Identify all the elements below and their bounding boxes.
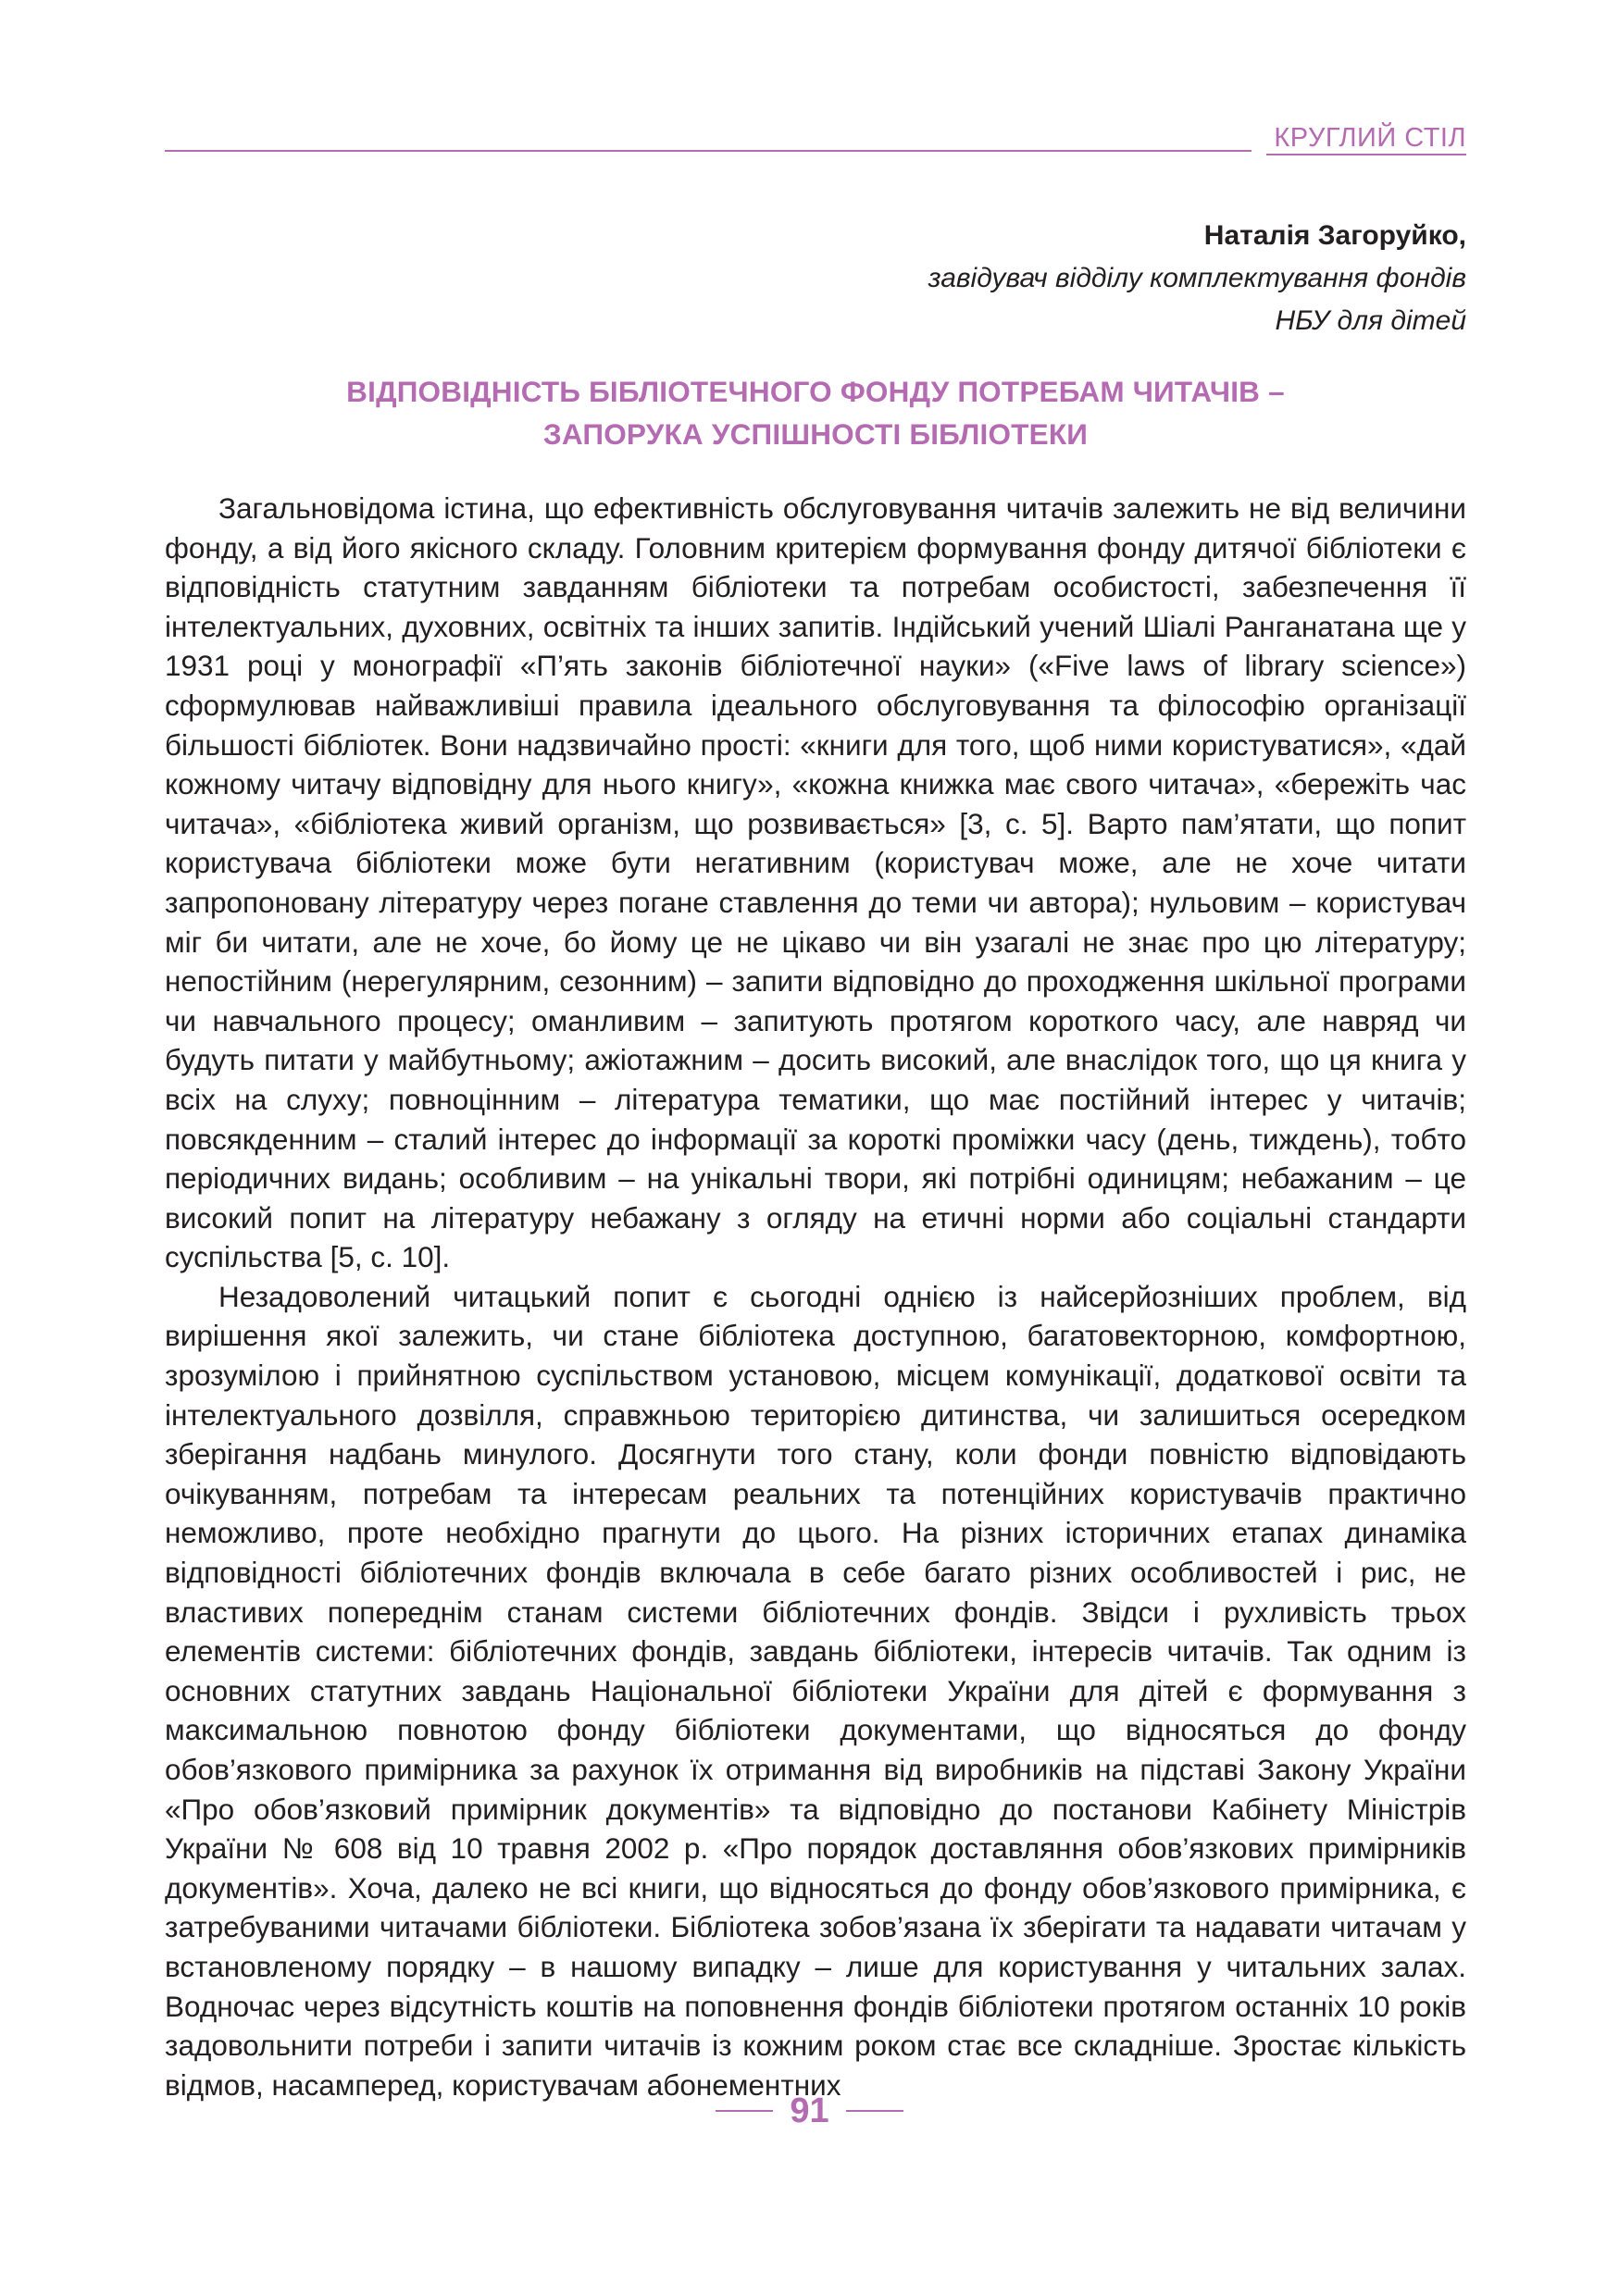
article-title xyxy=(165,370,1466,455)
header-rule xyxy=(165,150,1252,152)
author-role-line-1: завідувач відділу комплектування фондів xyxy=(928,263,1466,293)
article-body xyxy=(165,489,1466,2104)
running-head xyxy=(165,118,1466,155)
section-label: КРУГЛИЙ СТІЛ xyxy=(1266,122,1466,155)
body-paragraph: Загальновідома істина, що ефективність обслуговування читачів залежить не від величини фонду, а від його якісного складу. Головним критерієм формування фонду дитячої бібліотеки є відповідність статутним завданням бібліотеки та потребам особистості, забезпечення її інтелектуальних, духовних, освітніх та інших запитів. Індійський учений Шіалі Ранганатана ще у 1931 році у монографії «П’ять законів бібліотечної науки» («Five laws of library science») сформулював найважливіші правила ідеального обслуговування та філософію організації більшості бібліотек. Вони надзвичайно прості: «книги для того, щоб ними користуватися», «дай кожному читачу відповідну для нього книгу», «кожна книжка має свого читача», «бережіть час читача», «бібліотека живий організм, що розвивається» [3, с. 5]. Варто пам’ятати, що попит користувача бібліотеки може бути негативним (користувач може, але не хоче читати запропоновану літературу через погане ставлення до теми чи автора); нульовим – користувач міг би читати, але не хоче, бо йому це не цікаво чи він узагалі не знає про цю літературу; непостійним (нерегулярним, сезонним) – запити відповідно до проходження шкільної програми чи навчального процесу; оманливим – запитують протягом короткого часу, але навряд чи будуть питати у майбутньому; ажіотажним – досить високий, але внаслідок того, що ця книга у всіх на слуху; повноцінним – література тематики, що має постійний інтерес у читачів; повсякденним – сталий інтерес до інформації за короткі проміжки часу (день, тиждень), тобто періодичних видань; особливим – на унікальні твори, які потрібні одиницям; небажаним – це високий попит на літературу небажану з огляду на етичні норми або соціальні стандарти суспільства [5, с. 10]. xyxy=(165,491,1466,1274)
body-paragraph: Незадоволений читацький попит є сьогодні однією із найсерйозніших проблем, від вирішення якої залежить, чи стане бібліотека доступною, багатовекторною, комфортною, зрозумілою і прийнятною суспільством установою, місцем комунікації, додаткової освіти та інтелектуального дозвілля, справжньою територією дитинства, чи залишиться осередком зберігання надбань минулого. Досягнути того стану, коли фонди повністю відповідають очікуванням, потребам та інтересам реальних та потенційних користувачів практично неможливо, проте необхідно прагнути до цього. На різних історичних етапах динаміка відповідності бібліотечних фондів включала в себе багато різних особливостей і рис, не властивих попереднім станам системи бібліотечних фондів. Звідси і рухливість трьох елементів системи: бібліотечних фондів, завдань бібліотеки, інтересів читачів. Так одним із основних статутних завдань Національної бібліотеки України для дітей є формування з максимальною повнотою фонду бібліотеки документами, що відносяться до фонду обов’язкового примірника за рахунок їх отримання від виробників на підставі Закону України «Про обов’язковий примірник документів» та відповідно до постанови Кабінету Міністрів України № 608 від 10 травня 2002 р. «Про порядок доставляння обов’язкових примірників документів». Хоча, далеко не всі книги, що відносяться до фонду обов’язкового примірника, є затребуваними читачами бібліотеки. Бібліотека зобов’язана їх зберігати та надавати читачам у встановленому порядку – в нашому випадку – лише для користування у читальних залах. Водночас через відсутність коштів на поповнення фондів бібліотеки протягом останніх 10 років задовольнити потреби і запити читачів із кожним роком стає все складніше. Зростає кількість відмов, насамперед, користувачам абонементних xyxy=(165,1279,1466,2102)
author-block xyxy=(928,215,1466,342)
footer-dash-left xyxy=(716,2110,773,2112)
page-number: 91 xyxy=(790,2091,829,2130)
page-footer xyxy=(0,2088,1619,2134)
author-role-line-2: НБУ для дітей xyxy=(1275,305,1466,336)
article-title-line-2: ЗАПОРУКА УСПІШНОСТІ БІБЛІОТЕКИ xyxy=(542,417,1089,451)
footer-dash-right xyxy=(846,2110,903,2112)
article-title-line-1: ВІДПОВІДНІСТЬ БІБЛІОТЕЧНОГО ФОНДУ ПОТРЕБАМ ЧИТАЧІВ – xyxy=(346,375,1285,408)
author-name: Наталія Загоруйко, xyxy=(1203,220,1466,251)
